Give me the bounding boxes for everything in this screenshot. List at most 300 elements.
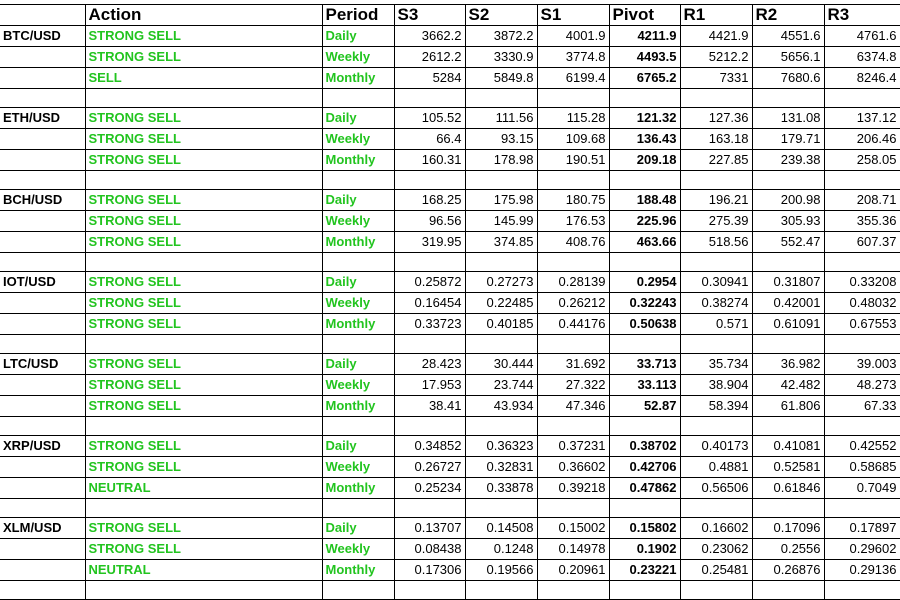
- s2-cell: 30.444: [465, 354, 537, 375]
- s3-cell: 66.4: [394, 129, 465, 150]
- spacer-cell: [85, 417, 322, 436]
- table-row: [0, 314, 900, 335]
- pivot-cell: 463.66: [609, 232, 680, 253]
- r3-cell: 48.273: [824, 375, 900, 396]
- table-row: [0, 396, 900, 417]
- table-row: [0, 68, 900, 89]
- r3-cell: 39.003: [824, 354, 900, 375]
- s2-cell: 145.99: [465, 211, 537, 232]
- spacer-cell: [0, 171, 85, 190]
- r3-cell: 67.33: [824, 396, 900, 417]
- pair-label: BCH/USD: [0, 190, 85, 211]
- pair-cell-empty: [0, 314, 85, 335]
- header-pair: [0, 5, 85, 26]
- s2-cell: 3330.9: [465, 47, 537, 68]
- spacer-cell: [537, 171, 609, 190]
- r3-cell: 0.29136: [824, 560, 900, 581]
- spacer-cell: [609, 335, 680, 354]
- r3-cell: 0.7049: [824, 478, 900, 499]
- s1-cell: 27.322: [537, 375, 609, 396]
- pair-cell-empty: [0, 129, 85, 150]
- r2-cell: 42.482: [752, 375, 824, 396]
- spacer-cell: [752, 417, 824, 436]
- table-row: [0, 26, 900, 47]
- r2-cell: 0.41081: [752, 436, 824, 457]
- s3-cell: 0.34852: [394, 436, 465, 457]
- pivot-cell: 0.2954: [609, 272, 680, 293]
- spacer-cell: [609, 581, 680, 600]
- table-row: [0, 293, 900, 314]
- s3-cell: 5284: [394, 68, 465, 89]
- pair-label: XRP/USD: [0, 436, 85, 457]
- r2-cell: 61.806: [752, 396, 824, 417]
- spacer-cell: [537, 417, 609, 436]
- r2-cell: 0.42001: [752, 293, 824, 314]
- s1-cell: 0.14978: [537, 539, 609, 560]
- spacer-cell: [824, 253, 900, 272]
- s3-cell: 319.95: [394, 232, 465, 253]
- s1-cell: 115.28: [537, 108, 609, 129]
- s2-cell: 3872.2: [465, 26, 537, 47]
- r1-cell: 5212.2: [680, 47, 752, 68]
- r3-cell: 607.37: [824, 232, 900, 253]
- action-cell: STRONG SELL: [85, 26, 322, 47]
- s2-cell: 0.19566: [465, 560, 537, 581]
- spacer-cell: [680, 417, 752, 436]
- spacer-cell: [394, 171, 465, 190]
- spacer-cell: [752, 171, 824, 190]
- s2-cell: 5849.8: [465, 68, 537, 89]
- r1-cell: 196.21: [680, 190, 752, 211]
- action-cell: STRONG SELL: [85, 293, 322, 314]
- s3-cell: 38.41: [394, 396, 465, 417]
- spacer-cell: [0, 417, 85, 436]
- period-cell: Daily: [322, 108, 394, 129]
- s3-cell: 105.52: [394, 108, 465, 129]
- spacer-cell: [752, 253, 824, 272]
- s1-cell: 190.51: [537, 150, 609, 171]
- s3-cell: 96.56: [394, 211, 465, 232]
- s3-cell: 0.26727: [394, 457, 465, 478]
- header-r1: R1: [680, 5, 752, 26]
- s1-cell: 0.15002: [537, 518, 609, 539]
- spacer-cell: [85, 89, 322, 108]
- r1-cell: 7331: [680, 68, 752, 89]
- pivot-cell: 121.32: [609, 108, 680, 129]
- header-period: Period: [322, 5, 394, 26]
- r2-cell: 305.93: [752, 211, 824, 232]
- period-cell: Monthly: [322, 560, 394, 581]
- spacer-cell: [537, 335, 609, 354]
- period-cell: Monthly: [322, 478, 394, 499]
- r2-cell: 0.52581: [752, 457, 824, 478]
- pair-label: ETH/USD: [0, 108, 85, 129]
- pair-cell-empty: [0, 47, 85, 68]
- s2-cell: 0.36323: [465, 436, 537, 457]
- pivot-cell: 209.18: [609, 150, 680, 171]
- spacer-cell: [0, 89, 85, 108]
- r3-cell: 0.29602: [824, 539, 900, 560]
- spacer-cell: [609, 171, 680, 190]
- spacer-cell: [465, 253, 537, 272]
- spacer-cell: [0, 581, 85, 600]
- s1-cell: 109.68: [537, 129, 609, 150]
- s1-cell: 0.37231: [537, 436, 609, 457]
- pivot-cell: 136.43: [609, 129, 680, 150]
- r2-cell: 0.61091: [752, 314, 824, 335]
- spacer-cell: [824, 417, 900, 436]
- s3-cell: 0.16454: [394, 293, 465, 314]
- action-cell: STRONG SELL: [85, 190, 322, 211]
- spacer-cell: [394, 417, 465, 436]
- s3-cell: 0.08438: [394, 539, 465, 560]
- r1-cell: 0.4881: [680, 457, 752, 478]
- spacer-cell: [465, 417, 537, 436]
- action-cell: NEUTRAL: [85, 560, 322, 581]
- spacer-cell: [394, 89, 465, 108]
- period-cell: Monthly: [322, 314, 394, 335]
- action-cell: STRONG SELL: [85, 354, 322, 375]
- pivot-cell: 0.38702: [609, 436, 680, 457]
- r2-cell: 239.38: [752, 150, 824, 171]
- pair-cell-empty: [0, 539, 85, 560]
- spacer-cell: [537, 253, 609, 272]
- pivot-cell: 4211.9: [609, 26, 680, 47]
- pivot-cell: 33.713: [609, 354, 680, 375]
- period-cell: Monthly: [322, 396, 394, 417]
- spacer-cell: [322, 335, 394, 354]
- spacer-row: [0, 171, 900, 190]
- table-row: [0, 457, 900, 478]
- pivot-cell: 0.15802: [609, 518, 680, 539]
- s1-cell: 0.39218: [537, 478, 609, 499]
- table-row: [0, 150, 900, 171]
- pair-cell-empty: [0, 560, 85, 581]
- spacer-cell: [465, 89, 537, 108]
- r1-cell: 163.18: [680, 129, 752, 150]
- s2-cell: 0.40185: [465, 314, 537, 335]
- r2-cell: 0.61846: [752, 478, 824, 499]
- spacer-cell: [752, 499, 824, 518]
- r3-cell: 0.58685: [824, 457, 900, 478]
- pair-label: LTC/USD: [0, 354, 85, 375]
- spacer-cell: [85, 171, 322, 190]
- period-cell: Daily: [322, 272, 394, 293]
- spacer-cell: [609, 89, 680, 108]
- table-row: [0, 375, 900, 396]
- spacer-cell: [322, 581, 394, 600]
- r1-cell: 227.85: [680, 150, 752, 171]
- pivot-cell: 0.32243: [609, 293, 680, 314]
- action-cell: SELL: [85, 68, 322, 89]
- s2-cell: 0.33878: [465, 478, 537, 499]
- r1-cell: 0.40173: [680, 436, 752, 457]
- pair-cell-empty: [0, 150, 85, 171]
- spacer-cell: [394, 499, 465, 518]
- s1-cell: 47.346: [537, 396, 609, 417]
- spacer-cell: [752, 89, 824, 108]
- pivot-cell: 225.96: [609, 211, 680, 232]
- pivot-cell: 0.47862: [609, 478, 680, 499]
- r2-cell: 0.2556: [752, 539, 824, 560]
- spacer-cell: [0, 335, 85, 354]
- action-cell: STRONG SELL: [85, 108, 322, 129]
- pair-label: BTC/USD: [0, 26, 85, 47]
- s3-cell: 168.25: [394, 190, 465, 211]
- pair-label: IOT/USD: [0, 272, 85, 293]
- spacer-cell: [752, 335, 824, 354]
- s3-cell: 0.33723: [394, 314, 465, 335]
- s1-cell: 0.36602: [537, 457, 609, 478]
- spacer-cell: [394, 253, 465, 272]
- s3-cell: 160.31: [394, 150, 465, 171]
- header-r3: R3: [824, 5, 900, 26]
- r1-cell: 0.23062: [680, 539, 752, 560]
- r3-cell: 8246.4: [824, 68, 900, 89]
- header-row: [0, 5, 900, 26]
- s2-cell: 374.85: [465, 232, 537, 253]
- spacer-row: [0, 335, 900, 354]
- spacer-cell: [322, 253, 394, 272]
- period-cell: Daily: [322, 190, 394, 211]
- spacer-cell: [680, 499, 752, 518]
- r1-cell: 4421.9: [680, 26, 752, 47]
- period-cell: Weekly: [322, 539, 394, 560]
- spacer-cell: [465, 499, 537, 518]
- spacer-cell: [322, 417, 394, 436]
- r1-cell: 0.571: [680, 314, 752, 335]
- r2-cell: 5656.1: [752, 47, 824, 68]
- spacer-cell: [680, 581, 752, 600]
- table-row: [0, 560, 900, 581]
- r3-cell: 0.33208: [824, 272, 900, 293]
- spacer-cell: [680, 335, 752, 354]
- r1-cell: 0.56506: [680, 478, 752, 499]
- s2-cell: 0.27273: [465, 272, 537, 293]
- period-cell: Weekly: [322, 375, 394, 396]
- r3-cell: 0.42552: [824, 436, 900, 457]
- r1-cell: 518.56: [680, 232, 752, 253]
- header-pivot: Pivot: [609, 5, 680, 26]
- spacer-row: [0, 253, 900, 272]
- s1-cell: 3774.8: [537, 47, 609, 68]
- r1-cell: 127.36: [680, 108, 752, 129]
- spacer-cell: [680, 171, 752, 190]
- r2-cell: 4551.6: [752, 26, 824, 47]
- r3-cell: 0.48032: [824, 293, 900, 314]
- r1-cell: 0.38274: [680, 293, 752, 314]
- spacer-cell: [465, 171, 537, 190]
- spacer-cell: [824, 89, 900, 108]
- action-cell: NEUTRAL: [85, 478, 322, 499]
- action-cell: STRONG SELL: [85, 129, 322, 150]
- spacer-row: [0, 417, 900, 436]
- r2-cell: 200.98: [752, 190, 824, 211]
- r2-cell: 552.47: [752, 232, 824, 253]
- spacer-cell: [609, 417, 680, 436]
- r2-cell: 0.26876: [752, 560, 824, 581]
- header-s1: S1: [537, 5, 609, 26]
- table-row: [0, 129, 900, 150]
- spacer-cell: [85, 253, 322, 272]
- table-row: [0, 211, 900, 232]
- table-row: [0, 47, 900, 68]
- period-cell: Weekly: [322, 293, 394, 314]
- table-row: [0, 539, 900, 560]
- spacer-cell: [394, 581, 465, 600]
- r3-cell: 206.46: [824, 129, 900, 150]
- spacer-cell: [824, 335, 900, 354]
- r3-cell: 6374.8: [824, 47, 900, 68]
- spacer-cell: [752, 581, 824, 600]
- s2-cell: 0.32831: [465, 457, 537, 478]
- spacer-cell: [0, 253, 85, 272]
- s3-cell: 0.25872: [394, 272, 465, 293]
- r1-cell: 0.16602: [680, 518, 752, 539]
- r3-cell: 0.17897: [824, 518, 900, 539]
- s1-cell: 408.76: [537, 232, 609, 253]
- spacer-cell: [609, 499, 680, 518]
- spacer-cell: [824, 171, 900, 190]
- header-s3: S3: [394, 5, 465, 26]
- s1-cell: 0.20961: [537, 560, 609, 581]
- action-cell: STRONG SELL: [85, 396, 322, 417]
- s2-cell: 0.22485: [465, 293, 537, 314]
- pivot-cell: 52.87: [609, 396, 680, 417]
- action-cell: STRONG SELL: [85, 375, 322, 396]
- r2-cell: 0.31807: [752, 272, 824, 293]
- period-cell: Weekly: [322, 47, 394, 68]
- r2-cell: 0.17096: [752, 518, 824, 539]
- r2-cell: 131.08: [752, 108, 824, 129]
- s1-cell: 180.75: [537, 190, 609, 211]
- s1-cell: 176.53: [537, 211, 609, 232]
- table-row: [0, 478, 900, 499]
- r1-cell: 0.25481: [680, 560, 752, 581]
- header-s2: S2: [465, 5, 537, 26]
- s3-cell: 0.17306: [394, 560, 465, 581]
- pair-cell-empty: [0, 232, 85, 253]
- r3-cell: 4761.6: [824, 26, 900, 47]
- action-cell: STRONG SELL: [85, 457, 322, 478]
- spacer-row: [0, 499, 900, 518]
- spacer-cell: [394, 335, 465, 354]
- s1-cell: 0.28139: [537, 272, 609, 293]
- r3-cell: 208.71: [824, 190, 900, 211]
- header-action: Action: [85, 5, 322, 26]
- s1-cell: 0.44176: [537, 314, 609, 335]
- table-row: [0, 518, 900, 539]
- spacer-cell: [824, 581, 900, 600]
- pair-cell-empty: [0, 68, 85, 89]
- r1-cell: 38.904: [680, 375, 752, 396]
- table-row: [0, 436, 900, 457]
- period-cell: Weekly: [322, 129, 394, 150]
- s3-cell: 0.25234: [394, 478, 465, 499]
- r1-cell: 0.30941: [680, 272, 752, 293]
- spacer-cell: [537, 499, 609, 518]
- s2-cell: 0.14508: [465, 518, 537, 539]
- spacer-cell: [322, 499, 394, 518]
- table-row: [0, 232, 900, 253]
- pair-cell-empty: [0, 293, 85, 314]
- pair-cell-empty: [0, 457, 85, 478]
- r1-cell: 275.39: [680, 211, 752, 232]
- r3-cell: 137.12: [824, 108, 900, 129]
- s1-cell: 0.26212: [537, 293, 609, 314]
- pivot-cell: 33.113: [609, 375, 680, 396]
- pair-label: XLM/USD: [0, 518, 85, 539]
- pivot-cell: 188.48: [609, 190, 680, 211]
- r2-cell: 36.982: [752, 354, 824, 375]
- table-row: [0, 354, 900, 375]
- spacer-cell: [85, 499, 322, 518]
- r3-cell: 355.36: [824, 211, 900, 232]
- pivot-cell: 4493.5: [609, 47, 680, 68]
- spacer-cell: [322, 171, 394, 190]
- spacer-cell: [0, 499, 85, 518]
- spacer-cell: [680, 89, 752, 108]
- pivot-cell: 0.42706: [609, 457, 680, 478]
- s2-cell: 23.744: [465, 375, 537, 396]
- s2-cell: 178.98: [465, 150, 537, 171]
- spacer-row: [0, 89, 900, 108]
- pivot-cell: 0.50638: [609, 314, 680, 335]
- spacer-row: [0, 581, 900, 600]
- s1-cell: 31.692: [537, 354, 609, 375]
- r1-cell: 35.734: [680, 354, 752, 375]
- spacer-cell: [322, 89, 394, 108]
- period-cell: Daily: [322, 518, 394, 539]
- table-row: [0, 190, 900, 211]
- period-cell: Monthly: [322, 150, 394, 171]
- table-row: [0, 272, 900, 293]
- s3-cell: 0.13707: [394, 518, 465, 539]
- action-cell: STRONG SELL: [85, 436, 322, 457]
- pair-cell-empty: [0, 375, 85, 396]
- period-cell: Monthly: [322, 232, 394, 253]
- spacer-cell: [465, 335, 537, 354]
- pair-cell-empty: [0, 478, 85, 499]
- spacer-cell: [824, 499, 900, 518]
- action-cell: STRONG SELL: [85, 150, 322, 171]
- action-cell: STRONG SELL: [85, 47, 322, 68]
- r3-cell: 258.05: [824, 150, 900, 171]
- s2-cell: 175.98: [465, 190, 537, 211]
- s3-cell: 28.423: [394, 354, 465, 375]
- period-cell: Daily: [322, 354, 394, 375]
- pivot-cell: 6765.2: [609, 68, 680, 89]
- period-cell: Monthly: [322, 68, 394, 89]
- table-row: [0, 108, 900, 129]
- action-cell: STRONG SELL: [85, 272, 322, 293]
- r2-cell: 7680.6: [752, 68, 824, 89]
- spacer-cell: [465, 581, 537, 600]
- action-cell: STRONG SELL: [85, 314, 322, 335]
- s3-cell: 2612.2: [394, 47, 465, 68]
- r1-cell: 58.394: [680, 396, 752, 417]
- pivot-table: [0, 4, 900, 600]
- pair-cell-empty: [0, 396, 85, 417]
- action-cell: STRONG SELL: [85, 232, 322, 253]
- s2-cell: 93.15: [465, 129, 537, 150]
- pivot-cell: 0.1902: [609, 539, 680, 560]
- s2-cell: 0.1248: [465, 539, 537, 560]
- r2-cell: 179.71: [752, 129, 824, 150]
- spacer-cell: [537, 581, 609, 600]
- pair-cell-empty: [0, 211, 85, 232]
- spacer-cell: [85, 335, 322, 354]
